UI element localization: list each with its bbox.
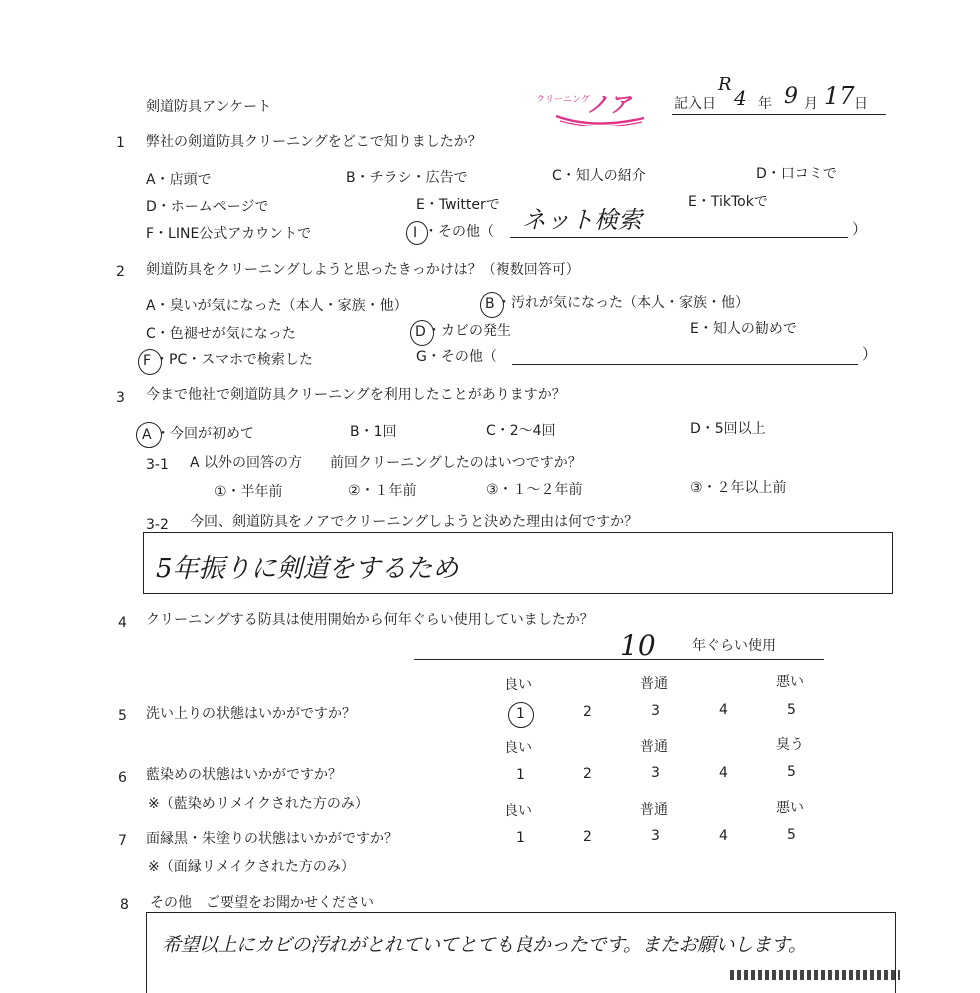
q1-option-close: ）: [852, 220, 868, 238]
q6-note: ※（藍染めリメイクされた方のみ）: [148, 796, 369, 812]
q7-scale-5: 5: [787, 827, 796, 843]
q1-option-e2: E・TikTokで: [688, 194, 768, 210]
date-day-unit: 日: [854, 96, 868, 112]
q5-label-bad: 悪い: [776, 674, 804, 690]
q1-option-f: F・LINE公式アカウントで: [146, 226, 312, 242]
date-month-unit: 月: [804, 96, 818, 112]
logo-brand-text: ノア: [586, 93, 633, 118]
footer-dotted-edge: [730, 970, 900, 980]
q3-1-text: A 以外の回答の方 前回クリーニングしたのはいつですか？: [190, 455, 582, 471]
logo-small-text: クリーニング: [536, 95, 590, 105]
q7-text: 面縁黒・朱塗りの状態はいかがですか？: [146, 831, 398, 847]
survey-title: 剣道防具アンケート: [146, 99, 272, 115]
q1-option-a: A・店頭で: [146, 172, 212, 188]
q2-option-close: ）: [862, 345, 878, 363]
date-label: 記入日: [674, 96, 716, 112]
q5-scale-2: 2: [583, 704, 592, 720]
logo-swoosh-icon: [554, 112, 646, 126]
q3-2-answer: 5年振りに剣道をするため: [156, 554, 459, 584]
q3-2-text: 今回、剣道防具をノアでクリーニングしようと決めた理由は何ですか？: [190, 514, 639, 530]
q2-number: 2: [116, 264, 125, 280]
q8-number: 8: [120, 897, 129, 913]
date-month: 9: [784, 84, 798, 109]
q2-option-f-text: ・PC・スマホで検索した: [155, 352, 313, 368]
date-year-unit: 年: [758, 96, 772, 112]
date-underline: [672, 114, 886, 115]
q6-label-good: 良い: [504, 740, 532, 756]
q1-option-d2: D・ホームページで: [146, 199, 269, 215]
q2-text: 剣道防具をクリーニングしようと思ったきっかけは？（複数回答可）: [146, 262, 580, 278]
q5-label-mid: 普通: [640, 676, 668, 692]
q5-scale-1: 1: [516, 706, 525, 722]
q2-other-line: [512, 364, 858, 365]
q5-text: 洗い上りの状態はいかがですか？: [146, 706, 356, 722]
q3-1-option-4: ③・２年以上前: [690, 480, 787, 496]
q7-scale-4: 4: [719, 828, 728, 844]
q3-1-number: 3-1: [146, 457, 169, 473]
q6-scale-5: 5: [787, 764, 796, 780]
q3-option-a-text: ・今回が初めて: [156, 426, 254, 442]
q2-option-d-text: ・カビの発生: [427, 323, 511, 339]
brand-logo: [536, 88, 660, 128]
q2-option-c: C・色褪せが気になった: [146, 326, 296, 342]
q3-text: 今まで他社で剣道防具クリーニングを利用したことがありますか？: [146, 387, 566, 403]
q2-option-a: A・臭いが気になった（本人・家族・他）: [146, 298, 408, 314]
q8-answer: 希望以上にカビの汚れがとれていてとても良かったです。またお願いします。: [162, 934, 807, 956]
q1-other-answer: ネット検索: [522, 206, 642, 234]
q2-option-b-text: ・汚れが気になった（本人・家族・他）: [497, 295, 749, 311]
q7-note: ※（面縁リメイクされた方のみ）: [148, 859, 355, 875]
q7-label-good: 良い: [504, 803, 532, 819]
q3-option-b: B・1回: [350, 424, 397, 440]
q1-number: 1: [116, 135, 125, 151]
q6-number: 6: [118, 770, 127, 786]
q7-scale-2: 2: [583, 829, 592, 845]
q4-unit: 年ぐらい使用: [692, 638, 776, 654]
q3-option-c: C・2～4回: [486, 423, 556, 439]
q1-other-line: [510, 237, 848, 238]
q4-answer-years: 10: [620, 629, 656, 662]
q4-number: 4: [118, 615, 127, 631]
q3-1-option-1: ①・半年前: [214, 484, 283, 500]
q6-text: 藍染めの状態はいかがですか？: [146, 767, 342, 783]
q6-label-mid: 普通: [640, 739, 668, 755]
q2-option-e: E・知人の勧めで: [690, 321, 797, 337]
q1-option-i-mark: I: [413, 225, 418, 241]
q1-option-c: C・知人の紹介: [552, 168, 646, 184]
q6-scale-3: 3: [651, 765, 660, 781]
q6-scale-1: 1: [516, 767, 525, 783]
date-era: R: [718, 74, 732, 95]
q7-number: 7: [118, 833, 127, 849]
q4-answer-line: [414, 659, 824, 660]
q1-option-d1: D・口コミで: [756, 166, 837, 182]
q1-option-i-text: ・その他（: [424, 224, 494, 240]
q3-1-option-3: ③・１～２年前: [486, 482, 583, 498]
q7-label-mid: 普通: [640, 802, 668, 818]
q5-scale-3: 3: [651, 703, 660, 719]
q5-scale-5: 5: [787, 702, 796, 718]
q8-text: その他 ご要望をお聞かせください: [150, 895, 374, 911]
q3-option-d: D・5回以上: [690, 421, 766, 437]
q2-option-f-mark: F: [143, 353, 152, 369]
q2-option-d-mark: D: [415, 324, 426, 340]
q5-number: 5: [118, 708, 127, 724]
q2-option-g: G・その他（: [416, 349, 497, 365]
date-year: 4: [734, 86, 747, 110]
q1-text: 弊社の剣道防具クリーニングをどこで知りましたか？: [146, 134, 482, 150]
date-day: 17: [824, 82, 855, 110]
q6-scale-4: 4: [719, 765, 728, 781]
q2-option-b-mark: B: [485, 296, 495, 312]
q4-text: クリーニングする防具は使用開始から何年ぐらい使用していましたか？: [146, 612, 594, 628]
q3-2-number: 3-2: [146, 517, 169, 533]
q6-label-bad: 臭う: [776, 737, 804, 753]
q5-scale-4: 4: [719, 702, 728, 718]
q7-scale-1: 1: [516, 830, 525, 846]
q3-number: 3: [116, 390, 125, 406]
q3-1-option-2: ②・１年前: [348, 483, 417, 499]
q1-option-b: B・チラシ・広告で: [346, 170, 468, 186]
q1-option-e1: E・Twitterで: [416, 197, 500, 213]
q6-scale-2: 2: [583, 766, 592, 782]
q5-label-good: 良い: [504, 677, 532, 693]
q7-label-bad: 悪い: [776, 800, 804, 816]
q7-scale-3: 3: [651, 828, 660, 844]
q3-option-a-mark: A: [142, 427, 152, 443]
